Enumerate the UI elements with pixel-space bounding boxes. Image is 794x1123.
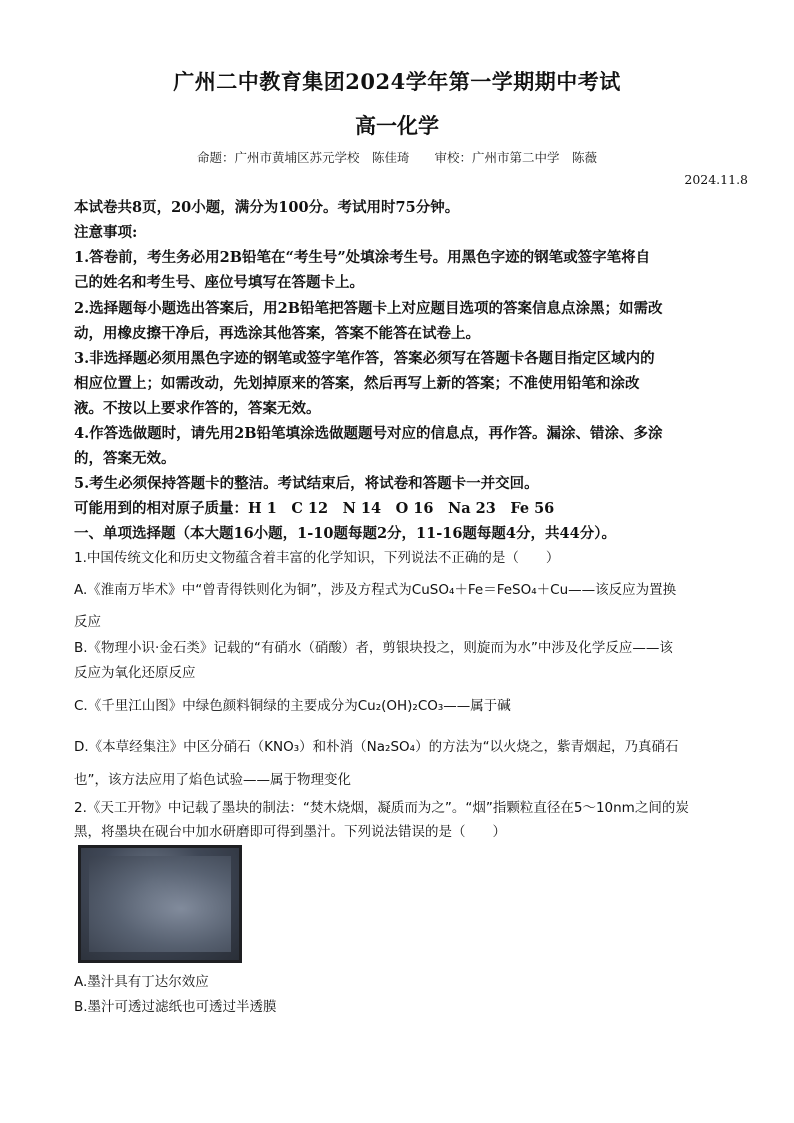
note-3-line-3: 液。不按以上要求作答的，答案无效。 (74, 400, 321, 417)
ink-photo (78, 845, 242, 963)
exam-date: 2024.11.8 (684, 172, 748, 187)
exam-summary: 本试卷共8页，20小题，满分为100分。考试用时75分钟。 (74, 199, 460, 216)
notes-heading: 注意事项: (74, 224, 138, 241)
note-1-line-1: 1.答卷前，考生务必用2B铅笔在“考生号”处填涂考生号。用黑色字迹的钢笔或签字笔将自 (74, 249, 651, 266)
note-3-line-2: 相应位置上；如需改动，先划掉原来的答案，然后再写上新的答案；不准使用铅笔和涂改 (74, 375, 640, 392)
exam-subject: 高一化学 (355, 113, 439, 138)
note-2-line-2: 动，用橡皮擦干净后，再选涂其他答案，答案不能答在试卷上。 (74, 325, 480, 342)
q1-option-b-line-2: 反应为氧化还原反应 (74, 665, 196, 681)
q2-option-a: A.墨汁具有丁达尔效应 (74, 974, 209, 990)
note-2-line-1: 2.选择题每小题选出答案后，用2B铅笔把答题卡上对应题目选项的答案信息点涂黑；如需改 (74, 300, 663, 317)
q1-option-c: C.《千里江山图》中绿色颜料铜绿的主要成分为Cu₂(OH)₂CO₃——属于碱 (74, 698, 511, 714)
q1-option-d-line-2: 也”，该方法应用了焰色试验——属于物理变化 (74, 772, 351, 788)
ink-photo-surface (89, 856, 231, 952)
note-1-line-2: 己的姓名和考生号、座位号填写在答题卡上。 (74, 274, 364, 291)
q1-option-a-line-2: 反应 (74, 614, 101, 630)
note-4-line-2: 的，答案无效。 (74, 450, 176, 467)
atomic-masses: 可能用到的相对原子质量：H 1 C 12 N 14 O 16 Na 23 Fe 56 (74, 500, 555, 517)
q2-stem-line-2: 黑，将墨块在砚台中加水研磨即可得到墨汁。下列说法错误的是（ ） (74, 824, 506, 840)
exam-credits: 命题：广州市黄埔区苏元学校 陈佳琦 审校：广州市第二中学 陈薇 (196, 150, 597, 165)
note-3-line-1: 3.非选择题必须用黑色字迹的钢笔或签字笔作答，答案必须写在答题卡各题目指定区域内的 (74, 350, 655, 367)
note-4-line-1: 4.作答选做题时，请先用2B铅笔填涂选做题题号对应的信息点，再作答。漏涂、错涂、多涂 (74, 425, 663, 442)
q2-option-b: B.墨汁可透过滤纸也可透过半透膜 (74, 999, 277, 1015)
q1-option-d-line-1: D.《本草经集注》中区分硝石（KNO₃）和朴消（Na₂SO₄）的方法为“以火烧之，紫青烟起，乃真硝石 (74, 739, 679, 755)
q1-option-b-line-1: B.《物理小识·金石类》记载的“有硝水（硝酸）者，剪银块投之，则旋而为水”中涉及化学反应——该 (74, 640, 673, 656)
q1-stem: 1.中国传统文化和历史文物蕴含着丰富的化学知识，下列说法不正确的是（ ） (74, 550, 560, 566)
note-5: 5.考生必须保持答题卡的整洁。考试结束后，将试卷和答题卡一并交回。 (74, 475, 539, 492)
section-1-heading: 一、单项选择题（本大题16小题，1-10题每题2分，11-16题每题4分，共44分）。 (74, 525, 616, 542)
q2-stem-line-1: 2.《天工开物》中记载了墨块的制法：“焚木烧烟，凝质而为之”。“烟”指颗粒直径在5～10nm之间的炭 (74, 800, 689, 816)
q1-option-a-line-1: A.《淮南万毕术》中“曾青得铁则化为铜”，涉及方程式为CuSO₄＋Fe＝FeSO₄＋Cu——该反应为置换 (74, 582, 677, 598)
exam-title: 广州二中教育集团2024学年第一学期期中考试 (173, 69, 621, 94)
